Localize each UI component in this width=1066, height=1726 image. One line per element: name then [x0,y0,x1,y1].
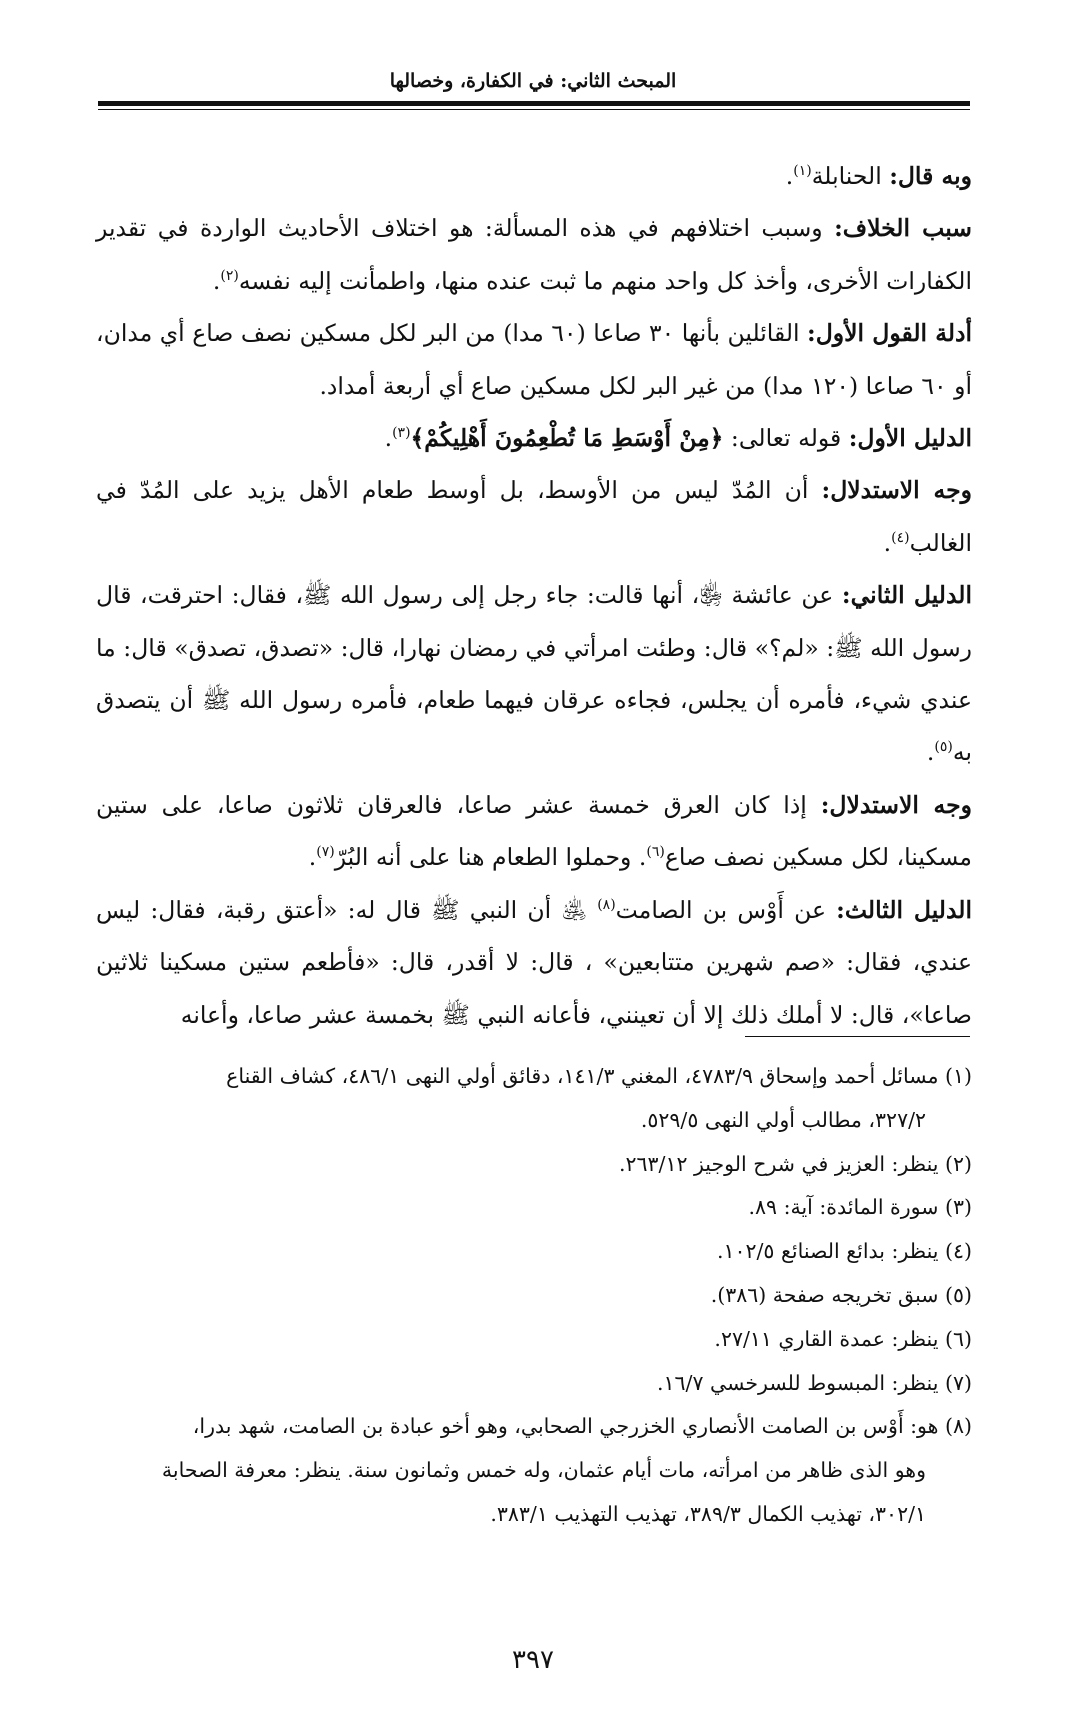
paragraph-label: وبه قال: [889,162,972,190]
footnote-ref[interactable]: (٧) [316,844,335,861]
paragraph-label: الدليل الثالث: [836,895,972,924]
paragraph-text: القائلين بأنها ٣٠ صاعا (٦٠ مدا) من البر لكل مسكين نصف صاع أي مدان، أو ٦٠ صاعا (١٢٠ مدا) من غير البر لكل مسكين صاع أي أربعة أمداد. [96,319,972,400]
footnote-item: (٨) هو: أَوْس بن الصامت الأنصاري الخزرجي الصحابي، وهو أخو عبادة بن الصامت، شهد بدرا، [192,1414,972,1439]
footnote-item: (٦) ينظر: عمدة القاري ٢٧/١١. [714,1326,972,1351]
paragraph-cause-of-dispute: سبب الخلاف: وسبب اختلافهم في هذه المسألة: هو اختلاف الأحاديث الواردة في تقدير الكفارات الأخرى، وأخذ كل واحد منهم ما ثبت عنده منها، واطمأنت إليه نفسه$^{(٢)}$. [96,214,972,295]
footnote-item: (٢) ينظر: العزيز في شرح الوجيز ٢٦٣/١٢. [618,1151,972,1176]
footnote-continuation: ٣٠٢/١، تهذيب الكمال ٣٨٩/٣، تهذيب التهذيب ٣٨٣/١. [490,1501,926,1526]
paragraph-label: الدليل الأول: [848,424,972,453]
footnote-ref[interactable]: (٦) [646,844,665,861]
footnote-number: (٤) [944,1239,972,1264]
footnotes [96,1055,972,1537]
paragraph-label: وجه الاستدلال: [821,476,972,505]
main-text [96,150,972,1041]
footnote-ref[interactable]: (٢) [220,267,239,284]
running-header: المبحث الثاني: في الكفارة، وخصالها [389,70,677,92]
footnote-number: (٢) [944,1151,972,1176]
footnote-ref[interactable]: (١) [793,163,812,180]
footnote-item: (٤) ينظر: بدائع الصنائع ١٠٢/٥. [716,1239,972,1264]
page-number: ٣٩٧ [512,1645,554,1675]
footnote-item: (٥) سبق تخريجه صفحة (٣٨٦). [710,1282,972,1307]
paragraph-first-evidence: الدليل الأول: قوله تعالى: ﴿مِنْ أَوْسَطِ مَا تُطْعِمُونَ أَهْلِيكُمْ﴾$^{(٣)}$. [384,424,972,453]
footnote-number: (١) [944,1064,972,1088]
paragraph-text: الحنابلة [811,162,890,190]
paragraph-hanabila: وبه قال: الحنابلة$^{(١)}$. [785,162,972,190]
paragraph-text: أن المُدّ ليس من الأوسط، بل أوسط طعام الأهل يزيد على المُدّ في الغالب [96,476,972,557]
footnote-number: (٦) [944,1326,972,1351]
footnote-continuation: ٣٢٧/٢، مطالب أولي النهى ٥٢٩/٥. [640,1107,926,1132]
paragraph-second-evidence: الدليل الثاني: عن عائشة ﵂، أنها قالت: جاء رجل إلى رسول الله ﷺ، فقال: احترقت، قال رسول الله ﷺ: «لم؟» قال: وطئت امرأتي في رمضان نهارا، قال: «تصدق، تصدق» قال: ما عندي شيء، فأمره أن يجلس، فجاءه عرقان فيهما طعام، فأمره رسول الله ﷺ أن يتصدق به$^{(٥)}$. [96,581,972,767]
footnote-number: (٧) [944,1370,972,1395]
paragraph-first-opinion-evidence [96,307,972,412]
footnote-ref[interactable]: (٤) [891,530,910,547]
footnote-ref[interactable]: (٨) [597,896,616,913]
footnote-number: (٥) [944,1282,972,1307]
footnote-ref[interactable]: (٥) [934,739,953,756]
footnote-number: (٨) [944,1414,972,1439]
paragraph-label: أدلة القول الأول: [807,319,972,348]
header-rule-thin [98,109,970,110]
footnote-item: (١) مسائل أحمد وإسحاق ٤٧٨٣/٩، المغني ١٤١/٣، دقائق أولي النهى ٤٨٦/١، كشاف القناع [226,1064,972,1088]
footnote-ref[interactable]: (٣) [392,425,411,442]
footnote-separator [745,1036,970,1037]
paragraph-text: عن عائشة ﵂، أنها قالت: جاء رجل إلى رسول الله ﷺ، فقال: احترقت، قال رسول الله ﷺ: «لم؟» قال: وطئت امرأتي في رمضان نهارا، قال: «تصدق، تصدق» قال: ما عندي شيء، فأمره أن يجلس، فجاءه عرقان فيهما طعام، فأمره رسول الله ﷺ أن يتصدق به [96,581,972,767]
paragraph-text: إذا كان العرق خمسة عشر صاعا، فالعرقان ثلاثون صاعا، على ستين مسكينا، لكل مسكين نصف صاع [96,790,972,872]
paragraph-text: وسبب اختلافهم في هذه المسألة: هو اختلاف الأحاديث الواردة في تقدير الكفارات الأخرى، وأخذ كل واحد منهم ما ثبت عنده منها، واطمأنت إليه نفسه [96,214,972,295]
paragraph-text: قوله تعالى: [723,424,849,453]
paragraph-inference-1: وجه الاستدلال: أن المُدّ ليس من الأوسط، بل أوسط طعام الأهل يزيد على المُدّ في الغالب$^{(٤)}$. [96,476,972,557]
footnote-item: (٣) سورة المائدة: آية: ٨٩. [748,1195,972,1220]
footnote-item: (٧) ينظر: المبسوط للسرخسي ١٦/٧. [657,1370,972,1395]
paragraph-inference-2: وجه الاستدلال: إذا كان العرق خمسة عشر صاعا، فالعرقان ثلاثون صاعا، على ستين مسكينا، لكل مسكين نصف صاع$^{(٦)}$. وحملوا الطعام هنا على أنه البُرّ$^{(٧)}$. [96,790,972,872]
paragraph-text: عن أَوْس بن الصامت [615,895,837,924]
footnote-number: (٣) [944,1195,972,1220]
footnote-continuation: وهو الذى ظاهر من امرأته، مات أيام عثمان، وله خمس وثمانون سنة. ينظر: معرفة الصحابة [161,1458,926,1483]
paragraph-label: الدليل الثاني: [841,581,972,610]
paragraph-label: سبب الخلاف: [834,214,972,243]
header-rule-thick [98,101,970,106]
quran-verse: ﴿مِنْ أَوْسَطِ مَا تُطْعِمُونَ أَهْلِيكُمْ﴾ [410,424,724,453]
paragraph-label: وجه الاستدلال: [820,790,972,819]
paragraph-third-evidence: الدليل الثالث: عن أَوْس بن الصامت$^{(٨)}$ ﵁ أن النبي ﷺ قال له: «أعتق رقبة، فقال: ليس عندي، فقال: «صم شهرين متتابعين» ، قال: لا أقدر، قال: «فأطعم ستين مسكينا ثلاثين صاعا»، قال: لا أملك ذلك إلا أن تعينني، فأعانه النبي ﷺ بخمسة عشر صاعا، وأعانه [96,895,972,1029]
